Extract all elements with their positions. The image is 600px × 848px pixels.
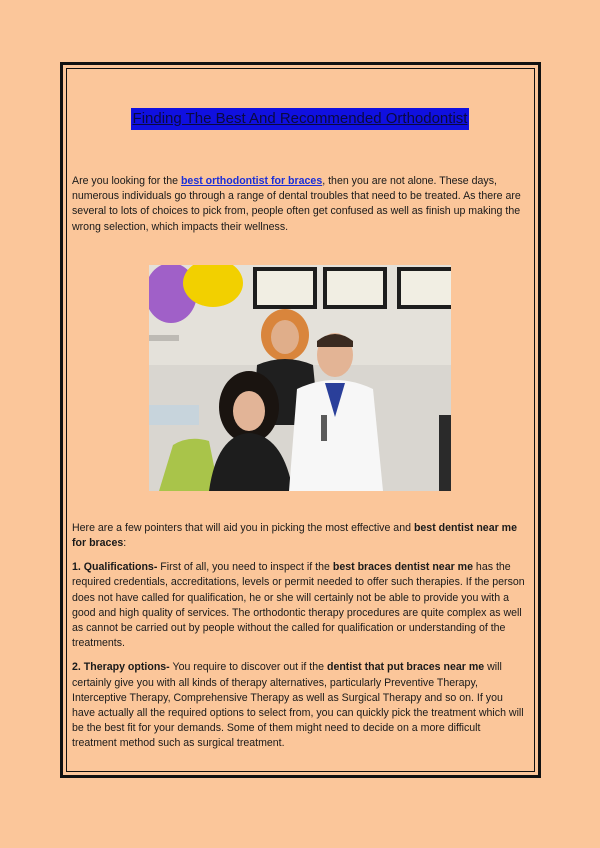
intro-text-after: , then you are not alone. These days, numerous individuals go through a range of dental troubles that need to be treated. As there are several to lots of choices to pick from, people often get confused as well as finish up making the wrong selection, which impacts their wellness.: [72, 175, 521, 233]
pointers-intro: [72, 521, 528, 551]
point-heading: 1. Qualifications-: [72, 561, 158, 574]
point-keyword: dentist that put braces near me: [326, 661, 485, 674]
document-body: [72, 108, 528, 761]
intro-text-before: Are you looking for the: [72, 175, 181, 187]
pointers-text-before: Here are a few pointers that will aid you in picking the most effective and: [72, 521, 414, 534]
orthodontist-link[interactable]: best orthodontist for braces: [180, 175, 323, 187]
clinic-photo-illustration: [149, 265, 451, 491]
point-text: has the required credentials, accreditations, levels or permit needed to offer such therapies. If the person does not have called for qualification, he or she will certainly not be able to provide you with a good and high quality of services. The orthodontic therapy procedures are quite complex as well as cannot be carried out by people without the called for qualification or understanding of the treatments.: [72, 561, 525, 650]
point-keyword: best braces dentist near me: [332, 561, 473, 574]
clinic-photo: [149, 265, 451, 491]
pointers-keyword: best dentist near me for braces: [72, 521, 517, 550]
point-text: You require to discover out if the: [169, 661, 327, 674]
point-text: First of all, you need to inspect if the: [157, 561, 333, 574]
point-qualifications: [72, 560, 528, 651]
page-title: Finding The Best And Recommended Orthodontist: [131, 108, 470, 130]
point-text: will certainly give you with all kinds of therapy alternatives, particularly Preventive Therapy, Interceptive Therapy, Comprehensive Therapy as well as Surgical Therapy and so on. If you have actually all the required options to select from, you can quickly pick the treatment which will be the best fit for your demands. Some of them might need to decide on a more difficult treatment method such as surgical treatment.: [72, 661, 524, 750]
pointers-text-after: :: [123, 537, 127, 550]
intro-paragraph: [72, 174, 528, 235]
point-heading: 2. Therapy options-: [72, 661, 170, 674]
title-block: [72, 108, 528, 130]
point-therapy-options: [72, 660, 528, 751]
